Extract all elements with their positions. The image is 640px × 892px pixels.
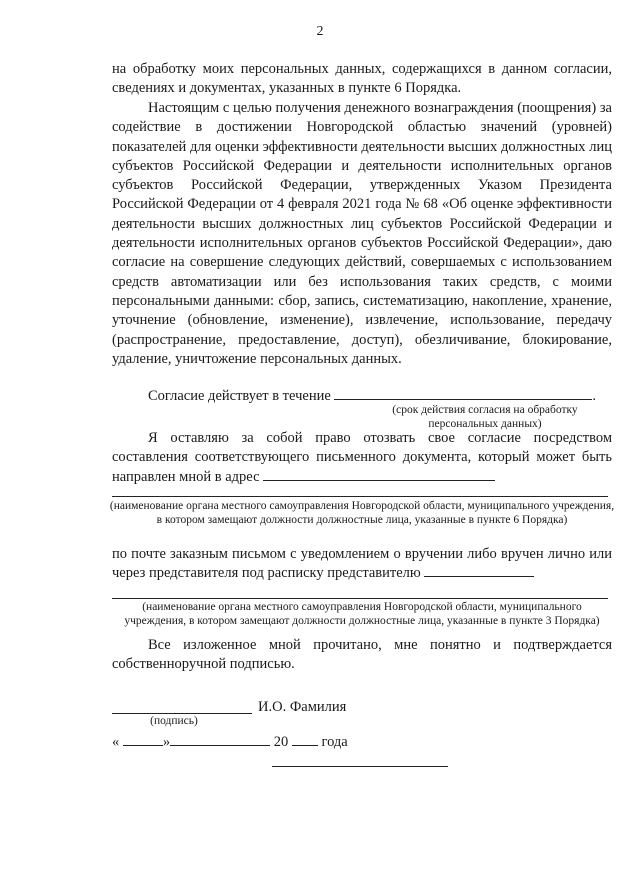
paragraph-4 (112, 545, 612, 584)
organ-blank-line-2 (112, 597, 608, 599)
paragraph-mail (112, 545, 612, 584)
day-blank (123, 733, 163, 746)
paragraph-2: Настоящим с целью получения денежного вознаграждения (поощрения) за содействие в достижении Новгородской областью значений (уровней) показателей для оценки эффективности деятельности высших должностных лиц субъектов Российской Федерации и деятельности исполнительных органов субъектов Российской Федерации, утвержденных Указом Президента Российской Федерации от 4 февраля 2021 года № 68 «Об оценке эффективности деятельности высших должностных лиц субъектов Российской Федерации и деятельности исполнительных органов субъектов Российской Федерации», даю согласие на совершение следующих действий, совершаемых с использованием средств автоматизации или без использования таких средств, с моими персональными данными: сбор, запись, систематизацию, накопление, хранение, уточнение (обновление, изменение), извлечение, использование, передачу (распространение, предоставление, доступ), обезличивание, блокирование, удаление, уничтожение персональных данных. (112, 100, 612, 367)
date-line (112, 733, 348, 751)
paragraph-revoke (112, 429, 612, 487)
signer-name: И.О. Фамилия (258, 699, 347, 715)
paragraph-intro (112, 60, 612, 99)
consent-term-line: Согласие действует в течение . (148, 388, 597, 404)
year-blank (292, 733, 318, 746)
consent-term-label: Согласие действует в течение (148, 388, 331, 404)
representative-blank (424, 564, 534, 577)
organ-caption-3: (наименование органа местного самоуправления Новгородской области, муниципального учреждения, в котором замещают должности должностные лица, указанные в пункте 3 Порядка) (124, 601, 600, 627)
paragraph-3-text: Я оставляю за собой право отозвать свое согласие посредством составления соответствующего письменного документа, который может быть направлен мной в адрес (112, 430, 612, 485)
paragraph-5: Все изложенное мной прочитано, мне понятно и подтверждается собственноручной подписью. (112, 637, 612, 673)
paragraph-1: на обработку моих персональных данных, содержащихся в данном согласии, сведениях и документах, указанных в пункте 6 Порядка. (112, 61, 612, 97)
address-blank (263, 468, 495, 481)
organ-caption-6: (наименование органа местного самоуправления Новгородской области, муниципального учреждения, в котором замещают должности должностные лица, указанные в пункте 6 Порядка) (109, 500, 615, 526)
signature-caption: (подпись) (150, 715, 198, 727)
paragraph-3 (112, 429, 612, 487)
date-close-quote: » (162, 734, 171, 750)
month-blank (170, 733, 270, 746)
paragraph-confirm (112, 636, 612, 675)
consent-term-blank (334, 387, 592, 400)
organ-blank-line-1 (112, 495, 608, 497)
date-open-quote: « (112, 734, 120, 750)
year-prefix: 20 (273, 734, 289, 750)
bottom-line (272, 765, 448, 767)
year-suffix: года (321, 734, 348, 750)
signature-line (112, 712, 252, 714)
page-number: 2 (316, 24, 324, 39)
paragraph-4-text: по почте заказным письмом с уведомлением о вручении либо вручен лично или через представителя под расписку представителю (112, 546, 612, 582)
consent-term-caption: (срок действия согласия на обработку персональных данных) (392, 404, 578, 430)
paragraph-consent-body (112, 99, 612, 369)
